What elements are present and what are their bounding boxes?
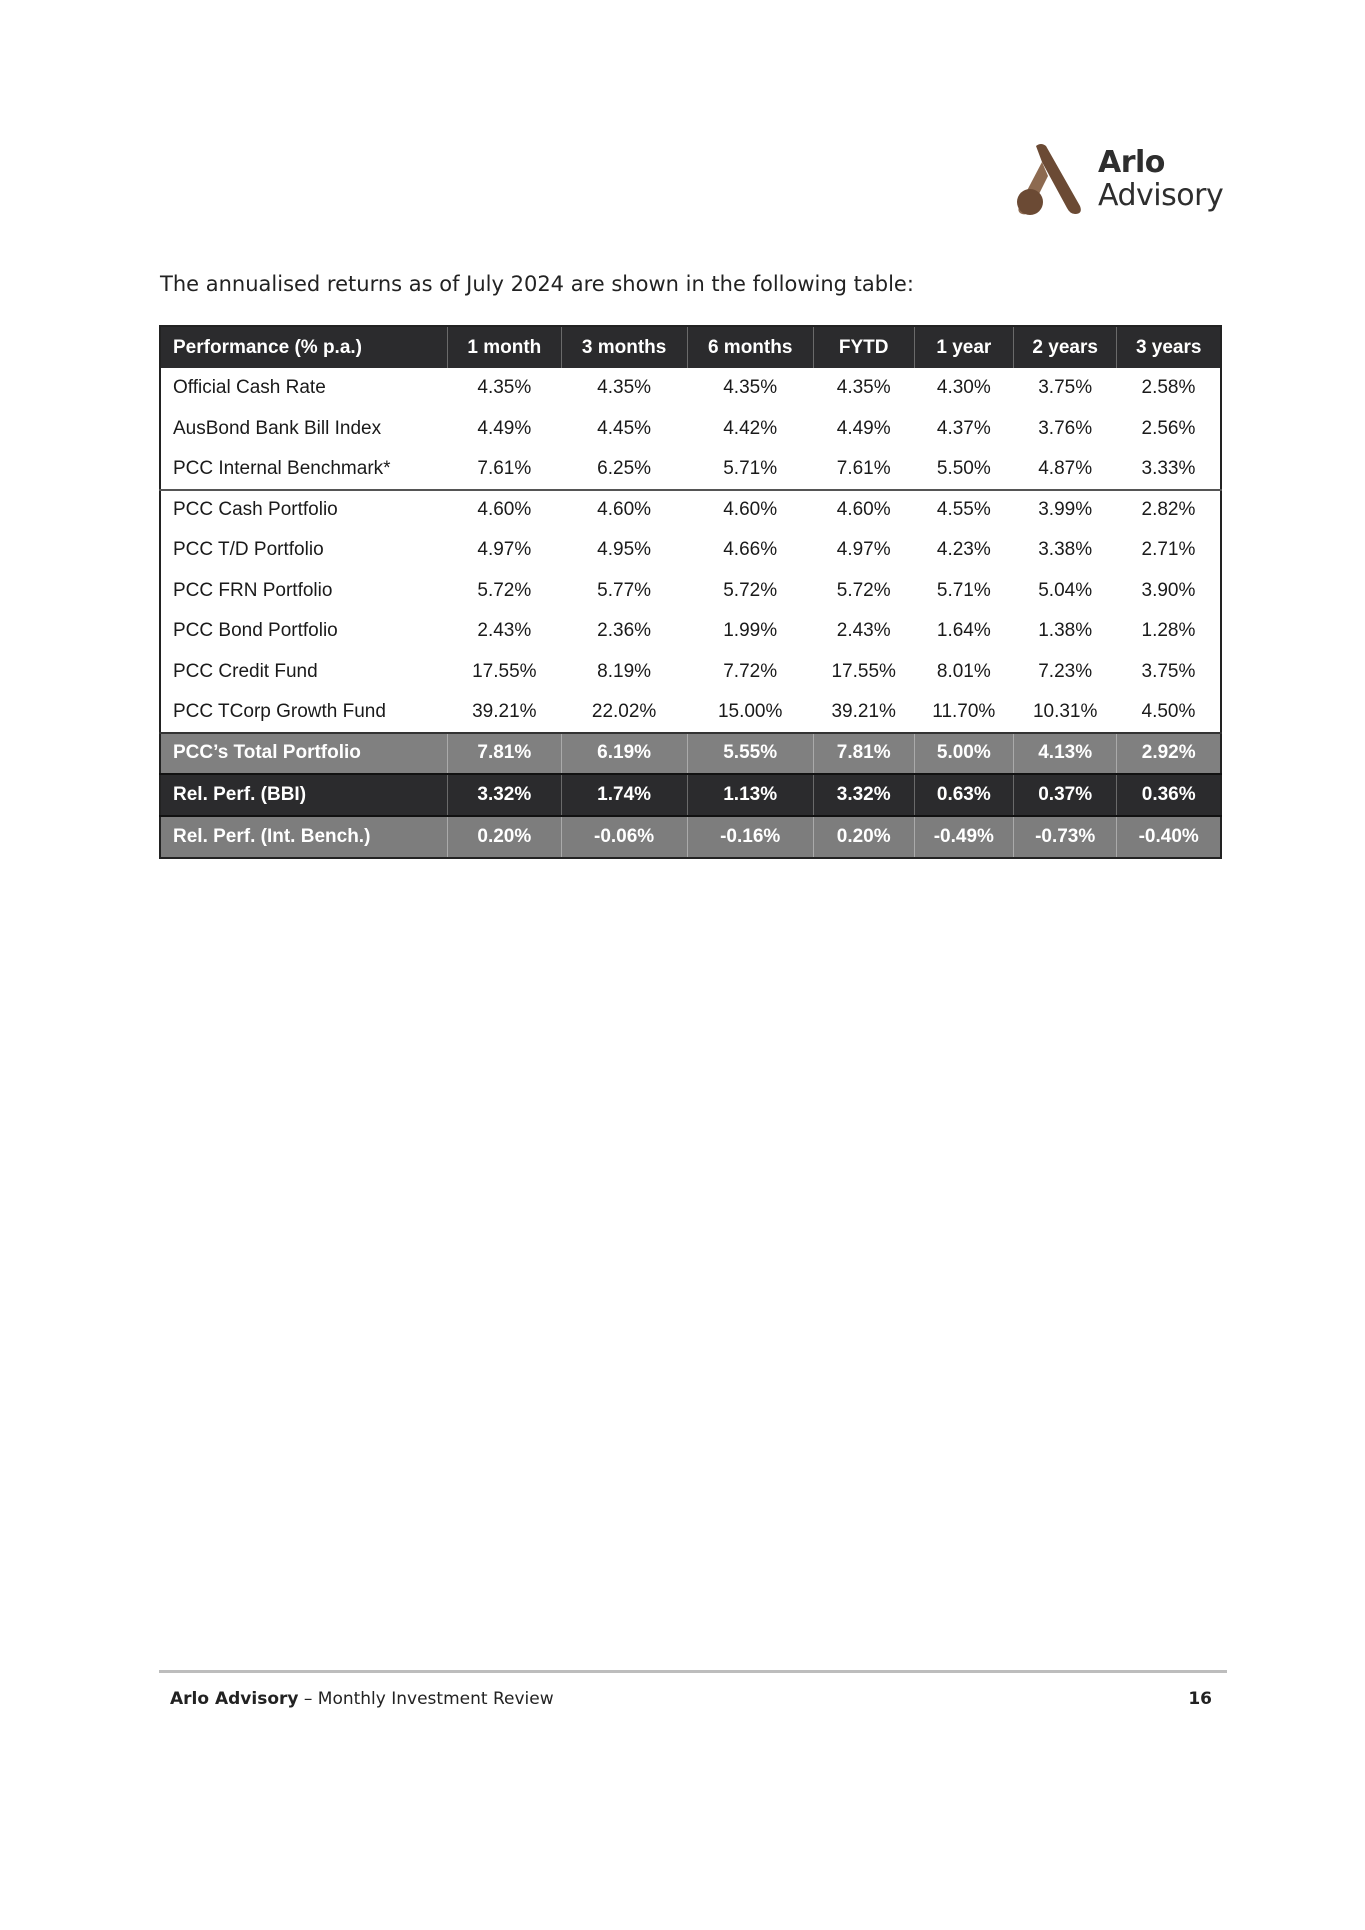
table-row (160, 368, 1221, 409)
value-cell: 5.50% (936, 457, 991, 479)
header-cell: 2 years (1013, 326, 1116, 368)
value-cell: -0.40% (1117, 816, 1221, 858)
value-cell: 7.81% (813, 733, 914, 774)
value-cell: 5.72% (723, 579, 778, 601)
logo-line-2: Advisory (1098, 178, 1224, 213)
arlo-logo-mark-icon (1008, 142, 1088, 220)
value-cell: 4.60% (687, 490, 813, 531)
row-label: PCC’s Total Portfolio (160, 733, 448, 774)
value-cell: 4.97% (836, 539, 891, 561)
value-cell: 4.35% (477, 377, 532, 399)
value-cell: 17.55% (472, 660, 537, 682)
value-cell: -0.73% (1013, 816, 1116, 858)
logo-line-1: Arlo (1098, 145, 1165, 180)
row-label: PCC TCorp Growth Fund (173, 700, 386, 722)
header-cell: 3 years (1117, 326, 1221, 368)
row-label: PCC T/D Portfolio (173, 539, 324, 561)
value-cell: 3.75% (1141, 660, 1196, 682)
value-cell: 4.60% (813, 490, 914, 531)
footer-brand: Arlo Advisory (170, 1689, 299, 1709)
value-cell: 4.97% (477, 539, 532, 561)
value-cell: 5.71% (936, 579, 991, 601)
value-cell: 4.50% (1141, 700, 1196, 722)
value-cell: 22.02% (591, 700, 657, 722)
value-cell: 4.35% (597, 377, 652, 399)
header-cell: Performance (% p.a.) (173, 336, 362, 358)
value-cell: 3.32% (448, 774, 561, 816)
value-cell: 0.36% (1117, 774, 1221, 816)
value-cell: 5.72% (477, 579, 532, 601)
row-label: Rel. Perf. (Int. Bench.) (160, 816, 448, 858)
row-label: Rel. Perf. (BBI) (160, 774, 448, 816)
value-cell: 4.49% (836, 417, 891, 439)
footer-title (170, 1689, 554, 1709)
value-cell: 5.77% (597, 579, 652, 601)
value-cell: 3.76% (1038, 417, 1093, 439)
value-cell: 7.61% (836, 457, 891, 479)
row-label: PCC FRN Portfolio (173, 579, 333, 601)
header-cell: 3 months (561, 326, 687, 368)
header-cell: 1 month (448, 326, 561, 368)
value-cell: 2.56% (1141, 417, 1196, 439)
value-cell: 39.21% (472, 700, 537, 722)
table-row (160, 571, 1221, 612)
value-cell: 4.55% (914, 490, 1013, 531)
value-cell: 0.20% (813, 816, 914, 858)
value-cell: 1.38% (1038, 620, 1093, 642)
table-row (160, 490, 1221, 531)
value-cell: 7.72% (723, 660, 778, 682)
table-row (160, 774, 1221, 816)
row-label: PCC Credit Fund (173, 660, 318, 682)
row-label: PCC Bond Portfolio (173, 620, 338, 642)
table-row (160, 611, 1221, 652)
row-label: PCC Cash Portfolio (160, 490, 448, 531)
value-cell: 2.36% (597, 620, 652, 642)
value-cell: 7.61% (477, 457, 532, 479)
table-header-row (160, 326, 1221, 368)
value-cell: 7.81% (448, 733, 561, 774)
value-cell: 1.64% (936, 620, 991, 642)
header-cell: 1 year (914, 326, 1013, 368)
header-cell: 6 months (687, 326, 813, 368)
value-cell: 2.43% (836, 620, 891, 642)
table-row (160, 692, 1221, 733)
brand-logo (1008, 142, 1233, 220)
value-cell: 4.66% (723, 539, 778, 561)
value-cell: 4.13% (1013, 733, 1116, 774)
value-cell: 11.70% (932, 700, 996, 722)
value-cell: 4.42% (723, 417, 778, 439)
value-cell: 4.37% (936, 417, 991, 439)
value-cell: 3.75% (1038, 377, 1093, 399)
value-cell: 6.25% (597, 457, 652, 479)
value-cell: 4.30% (936, 377, 991, 399)
value-cell: 6.19% (561, 733, 687, 774)
table-row (160, 449, 1221, 490)
value-cell: 5.00% (914, 733, 1013, 774)
value-cell: 3.38% (1038, 539, 1093, 561)
value-cell: 1.74% (561, 774, 687, 816)
value-cell: 2.92% (1117, 733, 1221, 774)
value-cell: 4.60% (561, 490, 687, 531)
value-cell: 15.00% (717, 700, 783, 722)
value-cell: -0.49% (914, 816, 1013, 858)
value-cell: 5.04% (1038, 579, 1093, 601)
value-cell: 5.72% (836, 579, 891, 601)
value-cell: 4.35% (723, 377, 778, 399)
value-cell: -0.16% (687, 816, 813, 858)
value-cell: -0.06% (561, 816, 687, 858)
value-cell: 7.23% (1038, 660, 1093, 682)
value-cell: 10.31% (1032, 700, 1098, 722)
value-cell: 3.90% (1141, 579, 1196, 601)
footer-doc-title: – Monthly Investment Review (303, 1689, 554, 1709)
value-cell: 4.35% (836, 377, 891, 399)
value-cell: 5.55% (687, 733, 813, 774)
page-number: 16 (1188, 1689, 1212, 1709)
value-cell: 8.01% (936, 660, 991, 682)
value-cell: 0.37% (1013, 774, 1116, 816)
value-cell: 2.43% (477, 620, 532, 642)
value-cell: 17.55% (831, 660, 896, 682)
value-cell: 0.20% (448, 816, 561, 858)
value-cell: 5.71% (723, 457, 778, 479)
table-row (160, 530, 1221, 571)
value-cell: 2.82% (1117, 490, 1221, 531)
value-cell: 3.33% (1141, 457, 1196, 479)
value-cell: 3.32% (813, 774, 914, 816)
value-cell: 4.45% (597, 417, 652, 439)
value-cell: 1.13% (687, 774, 813, 816)
performance-table (159, 325, 1222, 859)
value-cell: 4.95% (597, 539, 652, 561)
value-cell: 3.99% (1013, 490, 1116, 531)
table-row (160, 816, 1221, 858)
value-cell: 1.99% (723, 620, 778, 642)
header-cell: FYTD (813, 326, 914, 368)
row-label: Official Cash Rate (173, 377, 326, 399)
value-cell: 4.49% (477, 417, 532, 439)
value-cell: 39.21% (831, 700, 896, 722)
value-cell: 4.87% (1038, 457, 1093, 479)
value-cell: 2.71% (1141, 539, 1196, 561)
table-row (160, 652, 1221, 693)
value-cell: 2.58% (1141, 377, 1196, 399)
value-cell: 8.19% (597, 660, 652, 682)
footer-divider (159, 1670, 1227, 1673)
value-cell: 0.63% (914, 774, 1013, 816)
table-row (160, 409, 1221, 450)
intro-text: The annualised returns as of July 2024 are shown in the following table: (160, 272, 914, 296)
value-cell: 1.28% (1141, 620, 1196, 642)
row-label: PCC Internal Benchmark* (173, 457, 391, 479)
value-cell: 4.60% (448, 490, 561, 531)
table-row (160, 733, 1221, 774)
row-label: AusBond Bank Bill Index (173, 417, 382, 439)
value-cell: 4.23% (936, 539, 991, 561)
